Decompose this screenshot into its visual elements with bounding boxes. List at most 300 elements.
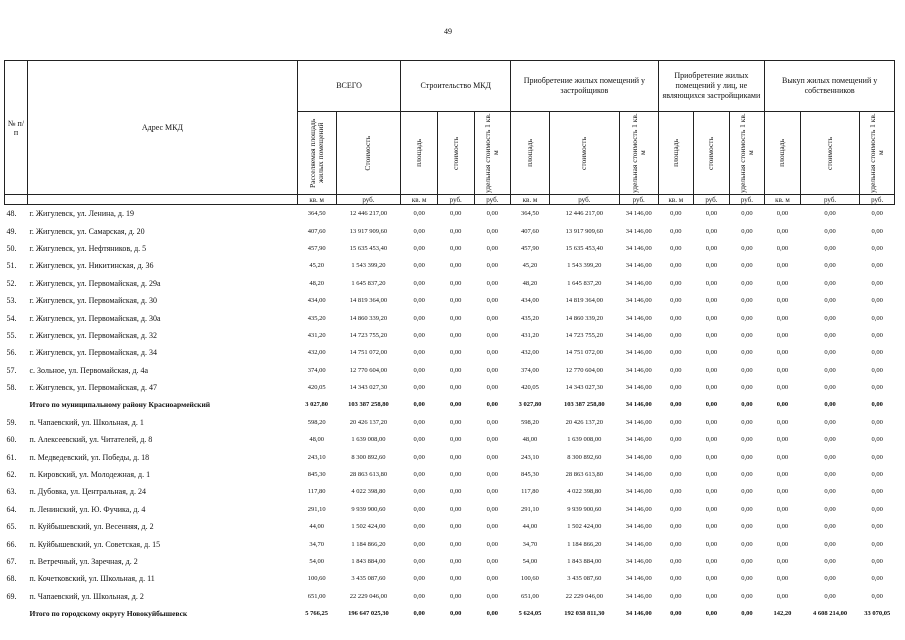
row-value: 432,00: [307, 349, 326, 357]
row-value: 0,00: [705, 558, 718, 565]
row-value: 435,20: [307, 314, 326, 322]
housing-table: [4, 60, 895, 622]
row-value: 0,00: [705, 314, 718, 322]
row-number: 48.: [6, 209, 17, 219]
row-value: 48,20: [309, 279, 324, 287]
row-value: 0,00: [824, 314, 836, 322]
row-value: 117,80: [521, 488, 539, 496]
row-number: 66.: [6, 539, 17, 549]
row-number: 51.: [6, 261, 17, 271]
row-value: 0,00: [486, 331, 499, 339]
row-value: 34 146,00: [625, 436, 652, 444]
row-value: 0,00: [824, 384, 836, 392]
unit-blank: [28, 195, 298, 205]
row-number: 56.: [6, 348, 17, 358]
row-value: 0,00: [486, 592, 499, 600]
row-value: 9 939 900,60: [351, 505, 386, 513]
row-value: 0,00: [486, 471, 499, 479]
row-address: г. Жигулевск, ул. Первомайская, д. 32: [29, 330, 157, 340]
row-value: 0,00: [705, 297, 718, 305]
row-value: 0,00: [450, 244, 462, 252]
row-value: 0,00: [450, 523, 462, 531]
row-value: 0,00: [670, 575, 682, 583]
unit-rub: руб.: [619, 195, 658, 205]
row-value: 48,00: [309, 436, 324, 444]
row-value: 0,00: [871, 471, 883, 479]
row-value: 100,60: [307, 575, 326, 583]
row-value: 0,00: [741, 575, 753, 583]
row-value: 142,20: [773, 610, 792, 618]
row-value: 0,00: [776, 592, 789, 600]
row-value: 0,00: [824, 227, 836, 235]
row-address: г. Жигулевск, ул. Первомайская, д. 30а: [29, 313, 161, 323]
row-value: 54,00: [309, 558, 324, 565]
row-value: 48,00: [522, 436, 538, 444]
row-value: 34 146,00: [625, 488, 652, 496]
row-value: 0,00: [705, 453, 718, 461]
row-value: 0,00: [871, 244, 883, 252]
row-value: 0,00: [705, 366, 718, 374]
row-value: 0,00: [450, 436, 462, 444]
row-value: 0,00: [413, 366, 425, 374]
row-value: 651,00: [307, 592, 326, 600]
sub-unit-cost: удельная стоимость 1 кв. м: [629, 113, 647, 193]
row-value: 12 446 217,00: [565, 210, 604, 218]
row-value: 0,00: [824, 262, 836, 270]
row-value: 0,00: [670, 262, 682, 270]
row-value: 0,00: [824, 575, 836, 583]
row-value: 0,00: [871, 505, 883, 513]
row-value: 0,00: [413, 349, 425, 357]
sub-area: площадь: [670, 139, 680, 167]
row-value: 20 426 137,20: [565, 418, 604, 426]
table-row: [5, 327, 895, 344]
row-value: 34 146,00: [625, 592, 652, 600]
row-value: 14 343 027,30: [565, 384, 604, 392]
row-value: 0,00: [871, 331, 883, 339]
row-value: 0,00: [871, 488, 883, 496]
row-value: 0,00: [486, 523, 499, 531]
row-value: 33 070,05: [864, 610, 891, 618]
col-address-header: Адрес МКД: [28, 61, 298, 195]
row-value: 0,00: [486, 558, 499, 565]
row-address: г. Жигулевск, ул. Первомайская, д. 34: [29, 348, 157, 358]
unit-rub: руб.: [860, 195, 895, 205]
row-value: 0,00: [670, 384, 682, 392]
row-value: 457,90: [307, 244, 326, 252]
table-row: [5, 414, 895, 431]
group-construction-header: Строительство МКД: [401, 61, 511, 112]
row-value: 0,00: [670, 471, 682, 479]
row-value: 0,00: [824, 523, 836, 531]
row-value: 0,00: [824, 401, 836, 409]
row-value: 3 435 087,60: [567, 575, 602, 583]
row-value: 420,05: [521, 384, 539, 392]
row-address: п. Кировский, ул. Молодежная, д. 1: [29, 470, 151, 480]
row-value: 0,00: [705, 227, 718, 235]
row-value: 14 860 339,20: [349, 314, 388, 322]
row-address: с. Зольное, ул. Первомайская, д. 4а: [29, 365, 149, 375]
row-value: 34 146,00: [625, 471, 652, 479]
sub-unit-cost: удельная стоимость 1 кв. м: [868, 113, 886, 193]
unit-sqm: кв. м: [765, 195, 801, 205]
row-number: 60.: [6, 435, 17, 445]
row-number: 65.: [6, 522, 17, 532]
row-value: 44,00: [522, 523, 538, 531]
row-value: 14 343 027,30: [349, 384, 388, 392]
sub-unit-cost: удельная стоимость 1 кв. м: [737, 113, 755, 193]
row-value: 103 387 258,80: [564, 401, 605, 409]
row-value: 598,20: [307, 418, 326, 426]
table-row: [5, 275, 895, 292]
row-value: 0,00: [824, 436, 836, 444]
row-value: 0,00: [871, 262, 883, 270]
row-value: 34 146,00: [625, 610, 652, 618]
row-value: 0,00: [705, 418, 718, 426]
row-value: 196 647 025,30: [348, 610, 389, 618]
row-value: 0,00: [413, 592, 425, 600]
sub-cost: Стоимость: [363, 135, 373, 171]
row-number: 59.: [6, 417, 17, 427]
row-value: 0,00: [741, 471, 753, 479]
row-value: 0,00: [450, 558, 462, 565]
row-value: 0,00: [776, 210, 789, 218]
row-value: 34 146,00: [625, 384, 652, 392]
row-value: 117,80: [307, 488, 326, 496]
row-value: 0,00: [741, 592, 753, 600]
row-value: 0,00: [871, 592, 883, 600]
row-value: 34 146,00: [625, 418, 652, 426]
row-value: 0,00: [776, 227, 789, 235]
row-value: 0,00: [824, 366, 836, 374]
row-value: 0,00: [450, 314, 462, 322]
unit-rub: руб.: [800, 195, 860, 205]
row-value: 0,00: [871, 436, 883, 444]
table-row: [5, 205, 895, 223]
col-no-header: № п/п: [5, 61, 28, 195]
group-purchase-dev-header: Приобретение жилых помещений у застройщиков: [511, 61, 658, 112]
row-value: 14 751 072,00: [349, 349, 388, 357]
row-value: 13 917 909,60: [349, 227, 388, 235]
row-value: 22 229 046,00: [565, 592, 604, 600]
row-value: 0,00: [670, 210, 682, 218]
row-value: 0,00: [486, 418, 499, 426]
row-value: 0,00: [413, 279, 425, 287]
row-value: 0,00: [705, 592, 718, 600]
row-value: 4 022 398,80: [567, 488, 602, 496]
row-value: 34 146,00: [625, 349, 652, 357]
row-value: 431,20: [307, 331, 326, 339]
row-value: 0,00: [741, 366, 753, 374]
row-value: 0,00: [824, 331, 836, 339]
row-value: 0,00: [741, 262, 753, 270]
row-value: 0,00: [486, 349, 499, 357]
row-address: г. Жигулевск, ул. Первомайская, д. 47: [29, 383, 157, 393]
table-row: [5, 344, 895, 361]
unit-sqm: кв. м: [658, 195, 694, 205]
unit-sqm: кв. м: [511, 195, 550, 205]
row-value: 0,00: [450, 453, 462, 461]
row-value: 0,00: [741, 349, 753, 357]
row-value: 0,00: [776, 297, 789, 305]
row-value: 0,00: [705, 401, 718, 409]
row-number: [5, 605, 28, 622]
row-address: п. Куйбышевский, ул. Весенняя, д. 2: [29, 522, 154, 532]
row-value: 0,00: [776, 453, 789, 461]
row-value: 34 146,00: [625, 279, 652, 287]
row-value: 0,00: [413, 401, 425, 409]
row-value: 0,00: [486, 610, 499, 618]
row-value: 14 819 364,00: [349, 297, 388, 305]
row-value: 48,20: [522, 279, 538, 287]
row-value: 0,00: [871, 349, 883, 357]
row-value: 420,05: [307, 384, 326, 392]
row-value: 0,00: [450, 349, 462, 357]
row-value: 0,00: [741, 279, 753, 287]
row-value: 3 027,80: [305, 401, 329, 409]
row-value: 0,00: [413, 575, 425, 583]
group-purchase-other-header: Приобретение жилых помещений у лиц, не являющихся застройщиками: [658, 61, 765, 112]
sub-cost-lc: стоимость: [825, 136, 835, 170]
row-number: 61.: [6, 452, 17, 462]
row-value: 0,00: [413, 210, 425, 218]
row-number: 53.: [6, 296, 17, 306]
table-row: [5, 309, 895, 326]
row-value: 243,10: [307, 453, 326, 461]
row-value: 14 723 755,20: [349, 331, 388, 339]
row-value: 0,00: [450, 575, 462, 583]
row-value: 0,00: [871, 418, 883, 426]
row-value: 14 819 364,00: [565, 297, 604, 305]
sub-area: площадь: [524, 139, 534, 167]
row-value: 34 146,00: [625, 453, 652, 461]
row-value: 0,00: [741, 453, 753, 461]
row-value: 0,00: [871, 453, 883, 461]
row-value: 13 917 909,60: [565, 227, 604, 235]
row-number: 54.: [6, 313, 17, 323]
row-value: 0,00: [670, 401, 682, 409]
row-value: 0,00: [670, 366, 682, 374]
row-value: 0,00: [486, 488, 499, 496]
row-number: [5, 396, 28, 413]
row-value: 434,00: [521, 297, 539, 305]
row-value: 0,00: [486, 227, 499, 235]
row-value: 0,00: [776, 505, 789, 513]
row-value: 0,00: [705, 262, 718, 270]
row-number: 57.: [6, 365, 17, 375]
table-row: [5, 379, 895, 396]
sub-unit-cost: удельная стоимость 1 кв. м: [483, 113, 501, 193]
unit-rub: руб.: [549, 195, 619, 205]
unit-rub: руб.: [729, 195, 765, 205]
row-value: 0,00: [486, 297, 499, 305]
row-value: 4 608 214,00: [813, 610, 848, 618]
row-value: 0,00: [486, 505, 499, 513]
row-address: г. Жигулевск, ул. Первомайская, д. 30: [29, 296, 157, 306]
row-value: 0,00: [413, 262, 425, 270]
row-value: 0,00: [450, 592, 462, 600]
row-value: 1 645 837,20: [351, 279, 386, 287]
row-value: 0,00: [450, 262, 462, 270]
row-value: 434,00: [307, 297, 326, 305]
row-value: 0,00: [776, 471, 789, 479]
row-value: 364,50: [307, 210, 326, 218]
row-value: 0,00: [776, 331, 789, 339]
row-value: 0,00: [741, 505, 753, 513]
row-address: п. Ленинский, ул. Ю. Фучика, д. 4: [29, 504, 146, 514]
table-body: [5, 205, 895, 623]
row-value: 45,20: [309, 262, 324, 270]
row-value: 0,00: [705, 244, 718, 252]
row-value: 0,00: [741, 227, 753, 235]
row-value: 364,50: [521, 210, 539, 218]
row-value: 0,00: [741, 540, 753, 548]
row-value: 0,00: [413, 523, 425, 531]
row-value: 3 435 087,60: [351, 575, 386, 583]
row-value: 457,90: [521, 244, 539, 252]
row-value: 103 387 258,80: [348, 401, 389, 409]
row-value: 0,00: [871, 401, 883, 409]
row-value: 0,00: [670, 610, 682, 618]
row-value: 1 639 008,00: [567, 436, 602, 444]
row-value: 0,00: [871, 523, 883, 531]
table-row: [5, 222, 895, 239]
row-value: 0,00: [824, 488, 836, 496]
row-value: 0,00: [824, 471, 836, 479]
row-value: 4 022 398,80: [351, 488, 386, 496]
row-value: 0,00: [705, 279, 718, 287]
row-value: 432,00: [521, 349, 539, 357]
row-value: 0,00: [741, 210, 753, 218]
unit-rub: руб.: [336, 195, 401, 205]
row-value: 0,00: [871, 314, 883, 322]
row-address: г. Жигулевск, ул. Ленина, д. 19: [29, 209, 134, 219]
row-value: 0,00: [741, 436, 753, 444]
unit-sqm: кв. м: [401, 195, 438, 205]
row-value: 0,00: [670, 436, 682, 444]
row-value: 431,20: [521, 331, 539, 339]
row-value: 5 766,25: [305, 610, 329, 618]
row-value: 0,00: [670, 418, 682, 426]
row-value: 34 146,00: [625, 575, 652, 583]
row-value: 0,00: [705, 471, 718, 479]
row-value: 0,00: [705, 331, 718, 339]
table-row: [5, 570, 895, 587]
row-value: 0,00: [776, 244, 789, 252]
total-label: Итого по муниципальному району Красноармейский: [29, 400, 211, 410]
unit-rub: руб.: [437, 195, 474, 205]
row-value: 0,00: [450, 471, 462, 479]
row-value: 0,00: [670, 592, 682, 600]
sub-cost-lc: стоимость: [706, 136, 716, 170]
row-value: 34 146,00: [625, 401, 652, 409]
row-value: 34 146,00: [625, 331, 652, 339]
row-value: 0,00: [450, 331, 462, 339]
row-value: 0,00: [486, 244, 499, 252]
row-value: 0,00: [413, 488, 425, 496]
row-value: 34 146,00: [625, 366, 652, 374]
table-row: [5, 535, 895, 552]
row-value: 0,00: [670, 331, 682, 339]
row-value: 0,00: [705, 505, 718, 513]
unit-rub: руб.: [694, 195, 730, 205]
row-value: 0,00: [413, 436, 425, 444]
row-value: 44,00: [309, 523, 324, 531]
row-value: 0,00: [486, 575, 499, 583]
sub-area: площадь: [414, 139, 424, 167]
row-value: 0,00: [871, 279, 883, 287]
row-value: 34 146,00: [625, 505, 652, 513]
row-value: 0,00: [413, 384, 425, 392]
row-value: 0,00: [741, 244, 753, 252]
row-value: 0,00: [705, 436, 718, 444]
row-number: 63.: [6, 487, 17, 497]
row-value: 0,00: [705, 349, 718, 357]
row-value: 0,00: [824, 558, 836, 565]
row-value: 0,00: [741, 418, 753, 426]
row-address: п. Алексеевский, ул. Читателей, д. 8: [29, 435, 153, 445]
row-value: 0,00: [670, 523, 682, 531]
row-value: 0,00: [776, 349, 789, 357]
table-row: [5, 466, 895, 483]
row-value: 0,00: [486, 401, 499, 409]
table-row: [5, 431, 895, 448]
table-row: [5, 501, 895, 518]
row-value: 0,00: [486, 279, 499, 287]
row-value: 0,00: [705, 523, 718, 531]
row-value: 651,00: [521, 592, 539, 600]
row-value: 34 146,00: [625, 558, 652, 565]
row-value: 0,00: [824, 210, 836, 218]
row-value: 0,00: [776, 418, 789, 426]
row-value: 0,00: [450, 297, 462, 305]
row-address: п. Чапаевский, ул. Школьная, д. 1: [29, 417, 144, 427]
row-value: 291,10: [521, 505, 539, 513]
row-value: 0,00: [741, 314, 753, 322]
row-value: 0,00: [670, 314, 682, 322]
row-value: 0,00: [776, 558, 789, 565]
row-value: 34 146,00: [625, 244, 652, 252]
row-value: 0,00: [486, 540, 499, 548]
row-number: 67.: [6, 557, 17, 566]
sub-cost-lc: стоимость: [579, 136, 589, 170]
row-value: 0,00: [824, 505, 836, 513]
row-value: 0,00: [670, 540, 682, 548]
table-row: [5, 240, 895, 257]
row-value: 0,00: [413, 453, 425, 461]
row-value: 0,00: [741, 297, 753, 305]
row-address: г. Жигулевск, ул. Самарская, д. 20: [29, 226, 145, 236]
row-value: 0,00: [741, 384, 753, 392]
row-value: 22 229 046,00: [349, 592, 388, 600]
total-row: [5, 605, 895, 622]
row-value: 0,00: [871, 575, 883, 583]
row-value: 0,00: [776, 540, 789, 548]
row-value: 15 635 453,40: [565, 244, 604, 252]
row-value: 34 146,00: [625, 297, 652, 305]
row-value: 0,00: [670, 279, 682, 287]
row-address: п. Ветречный, ул. Заречная, д. 2: [29, 557, 138, 566]
sub-resettled-area: Расселяемая площадь жилых помещений: [307, 118, 325, 188]
row-number: 62.: [6, 470, 17, 480]
row-value: 0,00: [670, 558, 682, 565]
table-row: [5, 448, 895, 465]
row-number: 68.: [6, 574, 17, 584]
row-value: 0,00: [776, 314, 789, 322]
row-value: 34 146,00: [625, 262, 652, 270]
row-value: 34,70: [309, 540, 324, 548]
unit-sqm: кв. м: [297, 195, 336, 205]
